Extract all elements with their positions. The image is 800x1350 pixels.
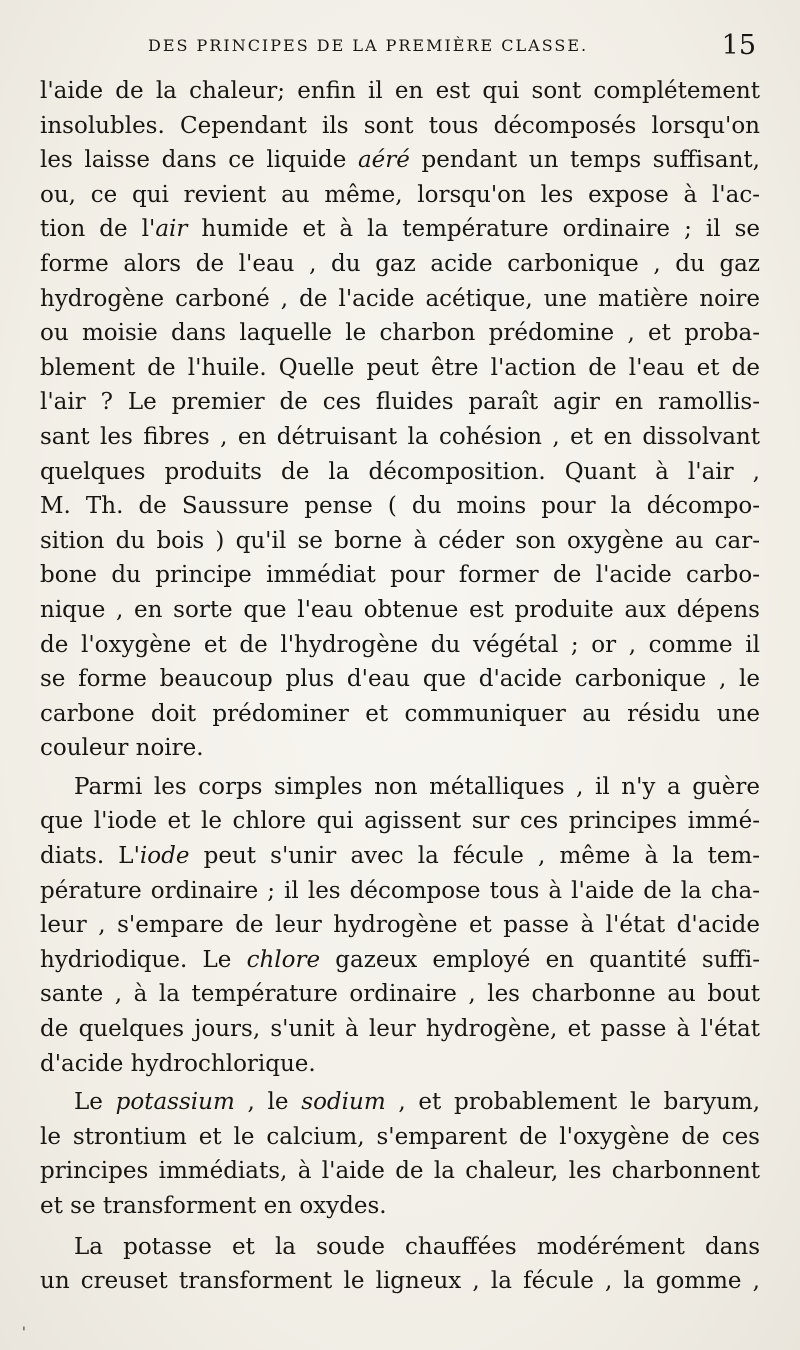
- text-line: [40, 212, 760, 247]
- text-line: [40, 731, 760, 766]
- body-text: [40, 74, 760, 1299]
- text-segment: tion de l': [40, 216, 156, 243]
- text-segment: peut s'unir avec la fécule , même à la tem-: [189, 843, 761, 870]
- text-line: [40, 1085, 760, 1120]
- text-segment: Le: [74, 1089, 116, 1116]
- text-segment: sition du bois ) qu'il se borne à céder son oxygène au car-: [40, 527, 760, 554]
- text-segment: de quelques jours, s'unit à leur hydrogène, et passe à l'état: [40, 1016, 760, 1043]
- italic-term: iode: [139, 843, 190, 870]
- text-segment: se forme beaucoup plus d'eau que d'acide carbonique , le: [40, 666, 760, 693]
- text-segment: Parmi les corps simples non métalliques , il n'y a guère: [74, 773, 760, 800]
- text-segment: pérature ordinaire ; il les décompose tous à l'aide de la cha-: [40, 877, 760, 904]
- text-line: [40, 1047, 760, 1082]
- text-segment: l'aide de la chaleur; enfin il en est qui sont complétement: [40, 78, 760, 104]
- italic-term: aéré: [357, 147, 410, 174]
- text-segment: blement de l'huile. Quelle peut être l'action de l'eau et de: [40, 354, 760, 381]
- text-segment: et se transforment en oxydes.: [40, 1193, 387, 1219]
- text-line: [40, 455, 760, 490]
- text-segment: bone du principe immédiat pour former de l'acide carbo-: [40, 562, 760, 589]
- text-line: [40, 804, 760, 839]
- text-segment: hydriodique. Le: [40, 946, 247, 973]
- text-segment: l'air ? Le premier de ces fluides paraît agir en ramollis-: [40, 389, 760, 416]
- text-segment: pendant un temps suffisant,: [409, 147, 760, 174]
- text-line: [40, 247, 760, 282]
- text-segment: hydrogène carboné , de l'acide acétique, une matière noire: [40, 285, 760, 312]
- text-line: [40, 1230, 760, 1265]
- text-segment: nique , en sorte que l'eau obtenue est produite aux dépens: [40, 596, 760, 623]
- text-segment: , et probablement le baryum,: [385, 1089, 761, 1116]
- text-segment: un creuset transforment le ligneux , la fécule , la gomme ,: [40, 1268, 760, 1295]
- text-segment: ou, ce qui revient au même, lorsqu'on les expose à l'ac-: [40, 181, 760, 208]
- text-line: [40, 178, 760, 213]
- text-line: [40, 662, 760, 697]
- page-number: 15: [721, 30, 756, 61]
- text-line: [40, 977, 760, 1012]
- text-line: [40, 316, 760, 351]
- text-line: [40, 697, 760, 732]
- text-line: [40, 558, 760, 593]
- running-head: DES PRINCIPES DE LA PREMIÈRE CLASSE.: [148, 36, 589, 55]
- text-line: [40, 420, 760, 455]
- text-line: [40, 1012, 760, 1047]
- page-header: [40, 30, 760, 66]
- text-line: [40, 1189, 760, 1224]
- text-segment: humide et à la température ordinaire ; il se: [187, 216, 760, 243]
- text-line: [40, 109, 760, 144]
- text-segment: La potasse et la soude chauffées modérément dans: [74, 1233, 760, 1260]
- text-line: [40, 770, 760, 805]
- text-segment: couleur noire.: [40, 735, 204, 762]
- italic-term: air: [155, 216, 188, 243]
- text-segment: les laisse dans ce liquide: [40, 147, 358, 174]
- text-line: [40, 489, 760, 524]
- text-segment: le strontium et le calcium, s'emparent de l'oxygène de ces: [40, 1123, 760, 1150]
- text-line: [40, 1120, 760, 1155]
- text-line: [40, 943, 760, 978]
- text-segment: quelques produits de la décomposition. Quant à l'air ,: [40, 458, 760, 485]
- text-segment: d'acide hydrochlorique.: [40, 1050, 316, 1077]
- text-segment: insolubles. Cependant ils sont tous décomposés lorsqu'on: [40, 112, 760, 139]
- text-line: [40, 385, 760, 420]
- text-segment: gazeux employé en quantité suffi-: [320, 946, 760, 973]
- text-line: [40, 351, 760, 386]
- text-line: [40, 1154, 760, 1189]
- text-line: [40, 839, 760, 874]
- text-line: [40, 593, 760, 628]
- text-segment: leur , s'empare de leur hydrogène et passe à l'état d'acide: [40, 912, 760, 939]
- text-line: [40, 143, 760, 178]
- text-line: [40, 1264, 760, 1299]
- text-segment: sante , à la température ordinaire , les charbonne au bout: [40, 981, 760, 1008]
- text-line: [40, 282, 760, 317]
- text-line: [40, 874, 760, 909]
- text-segment: , le: [234, 1089, 302, 1116]
- text-segment: forme alors de l'eau , du gaz acide carbonique , du gaz: [40, 250, 760, 277]
- text-segment: sant les fibres , en détruisant la cohésion , et en dissolvant: [40, 423, 760, 450]
- text-segment: carbone doit prédominer et communiquer au résidu une: [40, 700, 760, 727]
- text-line: [40, 628, 760, 663]
- margin-mark: ': [22, 1325, 26, 1341]
- text-segment: diats. L': [40, 843, 140, 870]
- text-line: [40, 74, 760, 109]
- text-line: [40, 524, 760, 559]
- italic-term: potassium: [115, 1089, 235, 1116]
- text-segment: M. Th. de Saussure pense ( du moins pour la décompo-: [40, 493, 760, 520]
- italic-term: sodium: [301, 1089, 386, 1116]
- text-segment: ou moisie dans laquelle le charbon prédomine , et proba-: [40, 320, 760, 347]
- italic-term: chlore: [246, 946, 321, 973]
- text-segment: principes immédiats, à l'aide de la chaleur, les charbonnent: [40, 1158, 760, 1185]
- text-segment: que l'iode et le chlore qui agissent sur ces principes immé-: [40, 808, 760, 835]
- text-segment: de l'oxygène et de l'hydrogène du végétal ; or , comme il: [40, 631, 760, 658]
- text-line: [40, 908, 760, 943]
